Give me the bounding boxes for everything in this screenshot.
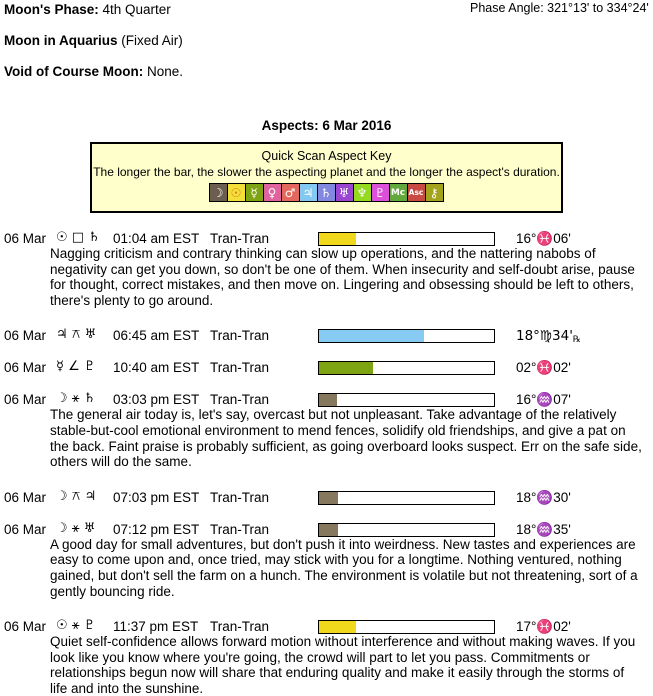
- phase-angle-label: Phase Angle:: [470, 1, 544, 15]
- jupiter-icon: ♃: [299, 183, 318, 202]
- duration-bar: [318, 523, 495, 537]
- pluto-icon: ♇: [371, 183, 390, 202]
- planet-color-key-strip: [210, 183, 444, 202]
- ascendant-icon: Asc: [407, 183, 426, 202]
- aspect-type: Tran-Tran: [210, 328, 270, 344]
- aspect-interpretation: Quiet self-confidence allows forward motion without interference and without making waves. If you look like you know where you're going, the crowd will part to let you pass. Commitments or relationships begun now will share that enduring quality and make it easily through the storms of life and into the sunshine.: [50, 634, 636, 696]
- duration-bar-fill: [319, 362, 373, 374]
- aspect-row: [0, 328, 653, 344]
- duration-bar: [318, 329, 495, 343]
- aspect-position: 18°♒30': [516, 489, 571, 505]
- duration-bar-fill: [319, 394, 337, 406]
- aspect-date: 06 Mar: [4, 619, 47, 635]
- aspect-time: 10:40 am EST: [113, 360, 200, 376]
- aspects-date-title: Aspects: 6 Mar 2016: [261, 118, 392, 133]
- sun-square-saturn-glyphs: ☉ □ ♄: [56, 230, 100, 245]
- moons-phase-value: 4th Quarter: [102, 2, 171, 17]
- aspect-type: Tran-Tran: [210, 392, 270, 408]
- mercury-semisquare-pluto-glyphs: ☿ ∠ ♇: [56, 359, 96, 375]
- aspect-position: 16°♒07': [516, 392, 571, 408]
- aspect-time: 01:04 am EST: [113, 231, 200, 246]
- midheaven-icon: Mc: [389, 183, 408, 202]
- aspect-type: Tran-Tran: [210, 521, 270, 537]
- void-of-course-label: Void of Course Moon:: [4, 64, 144, 79]
- duration-bar-fill: [319, 233, 356, 245]
- void-of-course-value: None.: [147, 64, 184, 79]
- aspect-time: 07:12 pm EST: [113, 521, 200, 537]
- neptune-icon: ♆: [353, 183, 372, 202]
- aspect-date: 06 Mar: [4, 328, 47, 344]
- aspect-time: 11:37 pm EST: [113, 619, 199, 635]
- chiron-icon: ⚷: [425, 183, 444, 202]
- aspect-position: 02°♓02': [516, 360, 571, 376]
- saturn-icon: ♄: [317, 183, 336, 202]
- moon-sextile-uranus-glyphs: ☽ ⚹ ♅: [56, 520, 96, 536]
- aspect-position: [516, 328, 581, 345]
- moons-phase-line: [4, 2, 171, 17]
- duration-bar-fill: [319, 492, 338, 504]
- aspect-row: [0, 619, 653, 635]
- position-value: 18°♍34': [516, 328, 573, 345]
- duration-bar-fill: [319, 330, 424, 342]
- aspect-type: Tran-Tran: [210, 489, 270, 505]
- aspect-list: [0, 231, 653, 696]
- jupiter-quincunx-uranus-glyphs: ♃ ⚻ ♅: [56, 327, 97, 343]
- moons-phase-label: Moon's Phase:: [4, 2, 99, 17]
- aspect-interpretation: Nagging criticism and contrary thinking can slow up operations, and the nattering nabobs of negativity can get you down, so don't be one of them. When insecurity and self-doubt arise, pause for thought, correct mistakes, and then move on. Lingering and obsessing should be left to others, there's plenty to go around.: [50, 246, 635, 308]
- aspect-row: [0, 392, 653, 408]
- void-of-course-line: [4, 64, 183, 79]
- phase-angle-line: [470, 1, 649, 15]
- duration-bar: [318, 620, 495, 634]
- aspect-position: 18°♒35': [516, 521, 571, 537]
- quick-scan-key-box: [90, 142, 563, 213]
- uranus-icon: ♅: [335, 183, 354, 202]
- aspect-type: Tran-Tran: [210, 231, 270, 246]
- moon-sextile-saturn-glyphs: ☽ ⚹ ♄: [56, 391, 96, 407]
- aspect-date: 06 Mar: [4, 489, 47, 505]
- aspect-row: [0, 522, 653, 538]
- mercury-icon: ☿: [245, 183, 264, 202]
- aspect-type: Tran-Tran: [210, 360, 270, 376]
- aspect-type: Tran-Tran: [210, 619, 270, 635]
- aspect-date: 06 Mar: [4, 521, 47, 537]
- mars-icon: ♂: [281, 183, 300, 202]
- key-subtitle: The longer the bar, the slower the aspecting planet and the longer the aspect's duration.: [93, 165, 560, 179]
- aspect-row: [0, 360, 653, 376]
- duration-bar: [318, 491, 495, 505]
- sun-sextile-pluto-glyphs: ☉ ⚹ ♇: [56, 618, 96, 634]
- sun-icon: ☉: [227, 183, 246, 202]
- duration-bar-fill: [319, 621, 356, 633]
- aspect-row: [0, 490, 653, 506]
- duration-bar: [318, 232, 495, 246]
- retrograde-symbol: ℞: [572, 335, 581, 346]
- phase-angle-value: 321°13' to 334°24': [547, 1, 649, 15]
- duration-bar-fill: [319, 524, 338, 536]
- moon-quincunx-jupiter-glyphs: ☽ ⚻ ♃: [56, 488, 97, 504]
- venus-icon: ♀: [263, 183, 282, 202]
- key-title: Quick Scan Aspect Key: [261, 149, 392, 163]
- aspect-position: 16°♓06': [516, 231, 571, 246]
- aspect-row: [0, 231, 653, 247]
- moon-sign-label: Moon in Aquarius: [4, 33, 118, 48]
- aspect-date: 06 Mar: [4, 392, 47, 408]
- duration-bar: [318, 361, 495, 375]
- aspect-interpretation: A good day for small adventures, but don't push it into weirdness. New tastes and experiences are easy to come upon and, once tried, may stick with you for a longtime. Nothing ventured, nothing gained, but don't sell the farm on a hunch. The environment is volatile but not threatening, sort of a gently bouncing ride.: [50, 536, 638, 599]
- duration-bar: [318, 393, 495, 407]
- moon-sign-line: [4, 33, 183, 48]
- aspect-date: 06 Mar: [4, 360, 47, 376]
- aspect-time: 06:45 am EST: [113, 328, 200, 344]
- aspect-time: 07:03 pm EST: [113, 489, 200, 505]
- aspect-interpretation: The general air today is, let's say, overcast but not unpleasant. Take advantage of the relatively stable-but-cool emotional environment to mend fences, solidify old friendships, and give a pat on the back. Faint praise is probably sufficient, as going overboard looks suspect. Err on the safe side, others will do the same.: [50, 407, 642, 470]
- moon-sign-element: (Fixed Air): [121, 33, 183, 48]
- aspect-date: 06 Mar: [4, 231, 47, 246]
- moon-icon: ☽: [209, 183, 228, 202]
- aspect-time: 03:03 pm EST: [113, 392, 200, 408]
- aspect-position: 17°♓02': [516, 619, 571, 635]
